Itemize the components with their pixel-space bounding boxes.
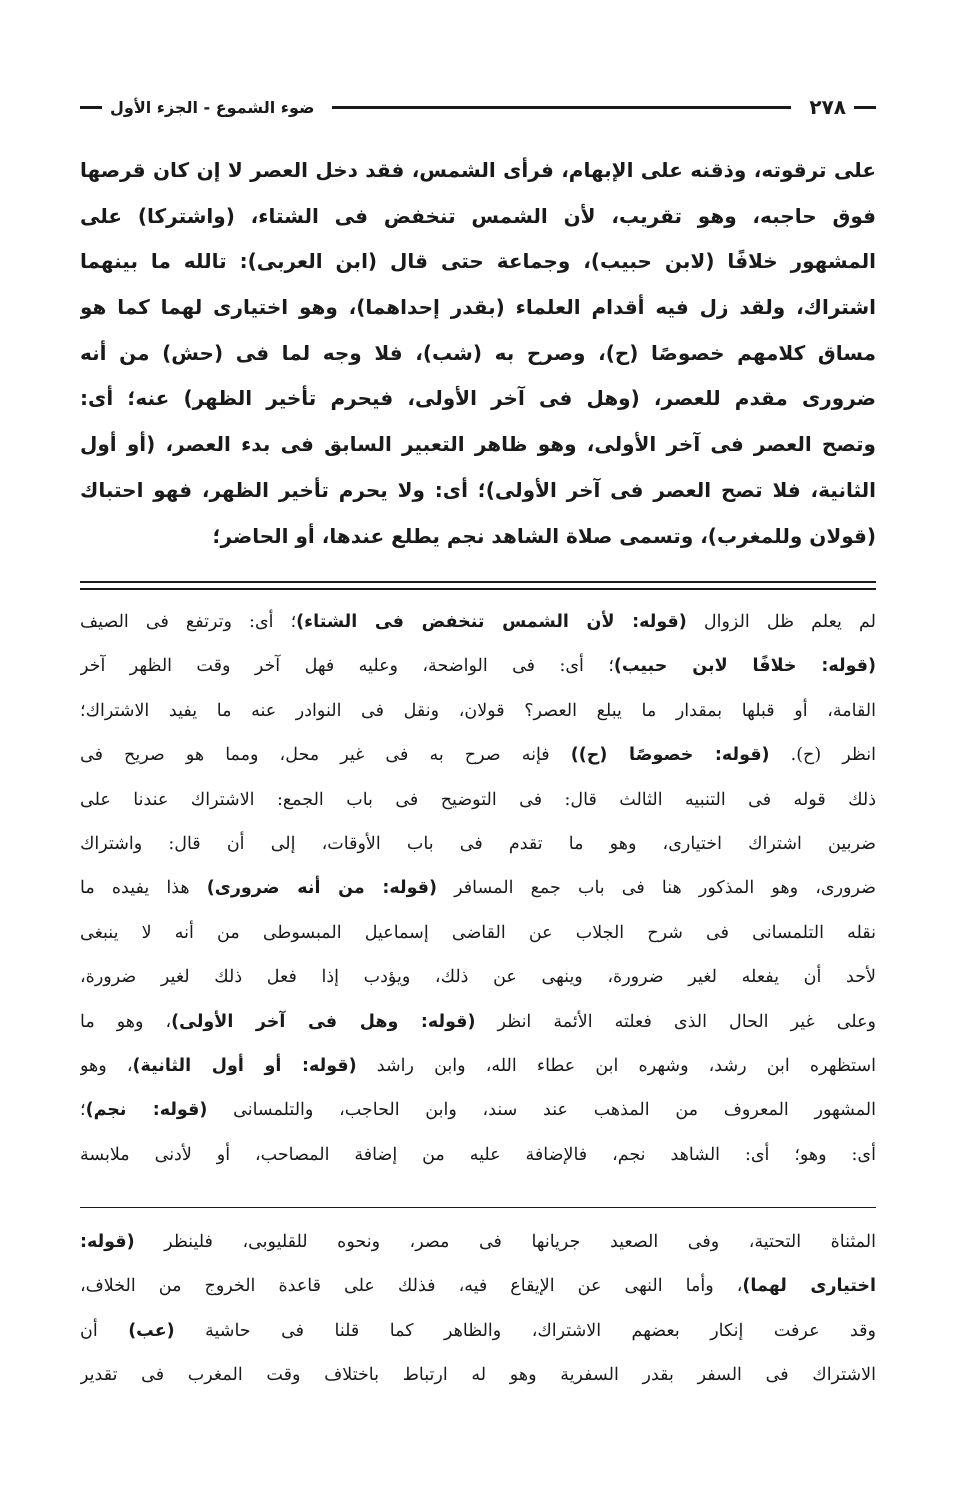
commentary-quote: (قوله: وهل فى آخر الأولى) xyxy=(171,1011,476,1032)
commentary-text-run: ذلك قوله فى التنبيه الثالث قال: فى التوضيح فى باب الجمع: الاشتراك عندنا على xyxy=(80,789,876,810)
main-line: فوق حاجبه، وهو تقريب، لأن الشمس تنخفض فى الشتاء، (واشتركا) على xyxy=(80,203,876,228)
main-line: الثانية، فلا تصح العصر فى آخر الأولى)؛ أى: ولا يحرم تأخير الظهر، فهو احتباك xyxy=(80,477,876,502)
commentary-text-run: فإنه صرح به فى غير محل، ومما هو صريح فى xyxy=(80,745,571,766)
commentary-line xyxy=(80,1309,876,1353)
book-title: ضوء الشموع - الجزء الأول xyxy=(110,97,315,117)
commentary-text-run: ، وهو ما xyxy=(80,1011,172,1032)
commentary-line xyxy=(80,1088,876,1132)
main-line: (قولان وللمغرب)، وتسمى صلاة الشاهد نجم يطلع عندها، أو الحاضر؛ xyxy=(212,523,876,548)
commentary-text xyxy=(80,600,876,1177)
commentary-line xyxy=(80,1264,876,1308)
commentary-text-run: ؛ أى: وترتفع فى الصيف xyxy=(80,612,297,632)
commentary-text-run: ضرورى، وهو المذكور هنا فى باب جمع المسافر xyxy=(437,878,876,899)
commentary-continuation xyxy=(80,1220,876,1398)
running-header xyxy=(80,92,876,122)
commentary-text-run: لم يعلم ظل الزوال xyxy=(686,612,876,632)
commentary-quote: (قوله: لأن الشمس تنخفض فى الشتاء) xyxy=(296,612,687,632)
commentary-text-run: ؛ أى: فى الواضحة، وعليه فهل آخر وقت الظهر آخر xyxy=(80,656,614,677)
commentary-line xyxy=(80,644,876,688)
commentary-quote: (قوله: نجم) xyxy=(85,1100,208,1121)
commentary-text-run: المشهور المعروف من المذهب عند سند، وابن الحاجب، والتلمسانى xyxy=(207,1100,876,1121)
commentary-text-run: ضربين اشتراك اختيارى، وهو ما تقدم فى باب الأوقات، إلى أن قال: واشتراك xyxy=(80,833,876,854)
commentary-line xyxy=(80,911,876,955)
commentary-quote: (قوله: خصوصًا (ح)) xyxy=(570,745,770,766)
page-number: ٢٧٨ xyxy=(809,95,846,119)
commentary-separator xyxy=(80,1207,876,1208)
commentary-quote: اختيارى لهما) xyxy=(742,1276,876,1297)
commentary-line xyxy=(80,955,876,999)
commentary-quote: (قوله: من أنه ضرورى) xyxy=(206,878,437,899)
commentary-line xyxy=(80,689,876,733)
commentary-quote: (قوله: أو أول الثانية) xyxy=(132,1055,357,1076)
commentary-line xyxy=(80,600,876,644)
commentary-text-run: وعلى غير الحال الذى فعلته الأئمة انظر xyxy=(475,1011,876,1032)
main-line: اشتراك، ولقد زل فيه أقدام العلماء (بقدر إحداهما)، وهو اختيارى لهما كما هو xyxy=(80,295,876,320)
commentary-line xyxy=(80,1220,876,1264)
main-line: المشهور خلافًا (لابن حبيب)، وجماعة حتى قال (ابن العربى): تالله ما بينهما xyxy=(80,249,876,274)
commentary-text-run: انظر (ح). xyxy=(769,745,876,766)
commentary-text-run: لأحد أن يفعله لغير ضرورة، وينهى عن ذلك، ويؤدب إذا فعل ذلك لغير ضرورة، xyxy=(80,967,876,988)
header-dash-left xyxy=(80,106,102,109)
main-line: مساق كلامهم خصوصًا (ح)، وصرح به (شب)، فلا وجه لما فى (حش) من أنه xyxy=(80,340,876,365)
commentary-text-run: أى: وهو؛ أى: الشاهد نجم، فالإضافة عليه من إضافة المصاحب، أو لأدنى ملابسة xyxy=(80,1144,876,1165)
commentary-line xyxy=(80,866,876,910)
separator-rule-bottom xyxy=(80,588,876,590)
commentary-text-run: الاشتراك فى السفر بقدر السفرية وهو له ارتباط باختلاف وقت المغرب فى تقدير xyxy=(80,1365,876,1386)
commentary-text-run: هذا يفيده ما xyxy=(80,878,207,899)
commentary-text-run: وقد عرفت إنكار بعضهم الاشتراك، والظاهر كما قلنا فى حاشية xyxy=(174,1320,876,1341)
commentary-text-run: ؛ xyxy=(80,1100,86,1121)
commentary-line xyxy=(80,1044,876,1088)
commentary-line xyxy=(80,822,876,866)
header-dash-right xyxy=(854,106,876,109)
commentary-text-run: استظهره ابن رشد، وشهره ابن عطاء الله، وابن راشد xyxy=(356,1055,876,1076)
commentary-line xyxy=(80,1353,876,1397)
commentary-text-run: أن xyxy=(80,1320,129,1341)
commentary-quote: (قوله: خلافًا لابن حبيب) xyxy=(613,656,876,677)
commentary-text-run: ، وأما النهى عن الإيقاع فيه، فذلك على قاعدة الخروج من الخلاف، xyxy=(80,1276,743,1297)
commentary-line xyxy=(80,778,876,822)
separator-rule-top xyxy=(80,581,876,583)
commentary-line xyxy=(80,1000,876,1044)
commentary-text-run: ، وهو xyxy=(80,1055,133,1076)
main-line: ضرورى مقدم للعصر، (وهل فى آخر الأولى، فيحرم تأخير الظهر) عنه؛ أى: xyxy=(80,386,876,411)
commentary-quote: (قوله: xyxy=(80,1232,135,1252)
commentary-text-run: القامة، أو قبلها بمقدار ما يبلع العصر؟ قولان، ونقل فى النوادر عنه ما يفيد الاشتراك؛ xyxy=(80,700,876,721)
main-line: وتصح العصر فى آخر الأولى، وهو ظاهر التعبير السابق فى بدء العصر، (أو أول xyxy=(80,432,876,457)
main-text xyxy=(80,148,876,559)
commentary-line xyxy=(80,1133,876,1177)
commentary-line xyxy=(80,733,876,777)
commentary-quote: (عب) xyxy=(128,1320,175,1341)
header-rule xyxy=(332,106,791,109)
commentary-text-run: نقله التلمسانى فى شرح الجلاب عن القاضى إسماعيل المبسوطى من أنه لا ينبغى xyxy=(80,922,876,943)
commentary-text-run: المثناة التحتية، وفى الصعيد جريانها فى مصر، ونحوه للقليوبى، فلينظر xyxy=(134,1232,876,1252)
main-line: على ترقوته، وذقنه على الإبهام، فرأى الشمس، فقد دخل العصر لا إن كان قرصها xyxy=(80,158,876,182)
